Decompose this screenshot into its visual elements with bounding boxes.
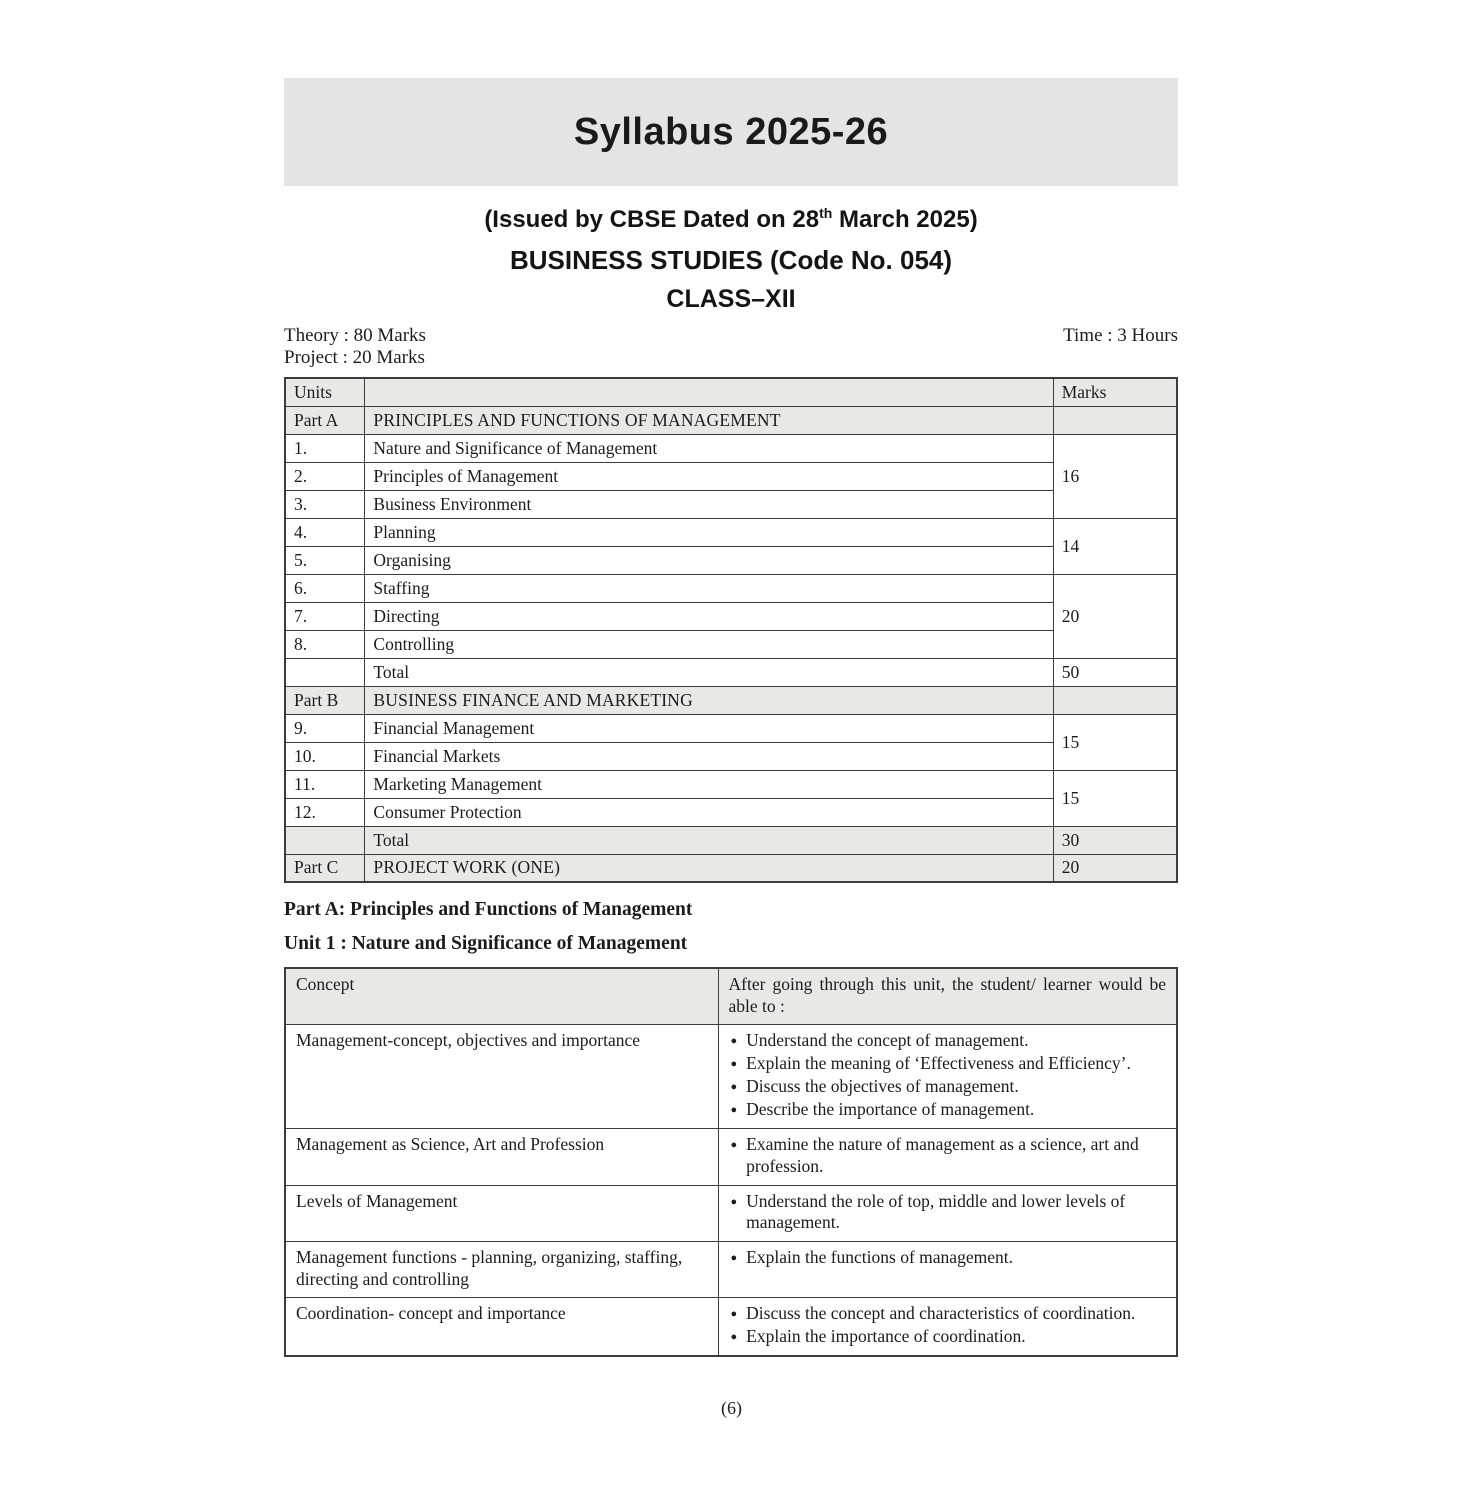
part-b-title: BUSINESS FINANCE AND MARKETING [365, 686, 1053, 714]
part-b-id: Part B [285, 686, 365, 714]
group-marks: 16 [1053, 434, 1177, 518]
title-banner [284, 78, 1178, 186]
table-row [285, 434, 1177, 462]
unit-number: 2. [285, 462, 365, 490]
outcome-text: Describe the importance of management. [746, 1098, 1035, 1119]
page-number: (6) [721, 1398, 742, 1418]
unit-name: Planning [365, 518, 1053, 546]
concept-row [285, 1185, 1177, 1242]
subject-title: BUSINESS STUDIES (Code No. 054) [509, 245, 953, 275]
table-row [285, 546, 1177, 574]
unit-number: 8. [285, 630, 365, 658]
outcomes-list [729, 1303, 1167, 1348]
total-b-marks: 30 [1053, 826, 1177, 854]
table-row [285, 574, 1177, 602]
concept-cell: Management functions - planning, organizing, staffing, directing and controlling [285, 1242, 718, 1298]
unit-number: 3. [285, 490, 365, 518]
unit-1-section-heading: Unit 1 : Nature and Significance of Management [284, 933, 688, 954]
outcomes-list [729, 1030, 1167, 1121]
table-row [285, 742, 1177, 770]
part-a-title: PRINCIPLES AND FUNCTIONS OF MANAGEMENT [365, 406, 1053, 434]
unit-name: Directing [365, 602, 1053, 630]
table-row [285, 798, 1177, 826]
outcomes-list [729, 1191, 1167, 1235]
outcome-text: Examine the nature of management as a science, art and profession. [746, 1133, 1139, 1176]
bullet-icon: ● [730, 1138, 738, 1151]
part-a-id: Part A [285, 406, 365, 434]
total-label: Total [365, 658, 1053, 686]
group-marks: 15 [1053, 714, 1177, 770]
bullet-icon: ● [730, 1057, 738, 1070]
unit-number: 10. [285, 742, 365, 770]
bullet-icon: ● [730, 1080, 738, 1093]
table-row [285, 602, 1177, 630]
unit-name: Principles of Management [365, 462, 1053, 490]
unit-name: Marketing Management [365, 770, 1053, 798]
time-label: Time : 3 Hours [1063, 325, 1178, 346]
unit-name: Organising [365, 546, 1053, 574]
list-item [729, 1247, 1167, 1269]
unit-name: Consumer Protection [365, 798, 1053, 826]
unit-name: Controlling [365, 630, 1053, 658]
outcomes-cell [718, 1024, 1177, 1128]
theory-marks-label: Theory : 80 Marks [284, 325, 426, 346]
part-c-row [285, 854, 1177, 882]
list-item [729, 1053, 1167, 1075]
group-marks: 14 [1053, 518, 1177, 574]
class-title: CLASS–XII [666, 285, 796, 313]
project-marks-label: Project : 20 Marks [284, 347, 425, 368]
issued-text-pre: (Issued by CBSE Dated on 28 [484, 206, 820, 233]
unit-number: 6. [285, 574, 365, 602]
bullet-icon: ● [730, 1103, 738, 1116]
unit-number: 9. [285, 714, 365, 742]
outcomes-cell [718, 1185, 1177, 1242]
unit-name: Financial Management [365, 714, 1053, 742]
list-item [729, 1030, 1167, 1052]
list-item [729, 1134, 1167, 1178]
outcomes-cell [718, 1298, 1177, 1357]
outcomes-list [729, 1134, 1167, 1178]
outcome-text: Understand the concept of management. [746, 1029, 1029, 1050]
list-item [729, 1191, 1167, 1235]
list-item [729, 1326, 1167, 1348]
issued-superscript: th [819, 205, 833, 221]
outcome-text: Explain the meaning of ‘Effectiveness and Efficiency’. [746, 1052, 1131, 1073]
concept-cell: Levels of Management [285, 1185, 718, 1242]
unit-number: 7. [285, 602, 365, 630]
unit-name: Staffing [365, 574, 1053, 602]
part-c-id: Part C [285, 854, 365, 882]
issued-text-post: March 2025) [832, 206, 978, 233]
syllabus-page [284, 78, 1178, 1357]
table-row [285, 462, 1177, 490]
outcomes-cell [718, 1242, 1177, 1298]
outcome-text: Discuss the concept and characteristics of coordination. [746, 1303, 1136, 1323]
bullet-icon: ● [730, 1252, 738, 1265]
outcomes-cell [718, 1128, 1177, 1185]
total-label: Total [365, 826, 1053, 854]
outcome-text: Explain the importance of coordination. [746, 1326, 1026, 1346]
blank-column-header [365, 378, 1053, 406]
group-marks: 15 [1053, 770, 1177, 826]
table-header-row [285, 378, 1177, 406]
marks-time-row [284, 325, 1178, 347]
part-a-row [285, 406, 1177, 434]
table-row [285, 490, 1177, 518]
concept-cell: Management-concept, objectives and importance [285, 1024, 718, 1128]
concept-column-header: Concept [285, 968, 718, 1024]
empty-cell [285, 658, 365, 686]
unit-number: 4. [285, 518, 365, 546]
concept-table-header-row [285, 968, 1177, 1024]
concept-cell: Coordination- concept and importance [285, 1298, 718, 1357]
empty-cell [285, 826, 365, 854]
bullet-icon: ● [730, 1331, 738, 1343]
table-row [285, 714, 1177, 742]
part-c-title: PROJECT WORK (ONE) [365, 854, 1053, 882]
total-row-part-a [285, 658, 1177, 686]
table-row [285, 630, 1177, 658]
list-item [729, 1303, 1167, 1325]
total-row-part-b [285, 826, 1177, 854]
bullet-icon: ● [730, 1308, 738, 1320]
group-marks: 20 [1053, 574, 1177, 658]
total-a-marks: 50 [1053, 658, 1177, 686]
unit-number: 1. [285, 434, 365, 462]
issued-line [284, 200, 1178, 233]
outcomes-column-header: After going through this unit, the student/ learner would be able to : [718, 968, 1177, 1024]
page-title: Syllabus 2025-26 [573, 110, 889, 153]
table-row [285, 770, 1177, 798]
unit-name: Business Environment [365, 490, 1053, 518]
unit-number: 12. [285, 798, 365, 826]
concept-row [285, 1128, 1177, 1185]
concept-row [285, 1298, 1177, 1357]
part-c-marks: 20 [1053, 854, 1177, 882]
bullet-icon: ● [730, 1195, 738, 1208]
list-item [729, 1076, 1167, 1098]
outcome-text: Understand the role of top, middle and lower levels of management. [746, 1190, 1126, 1233]
unit-name: Financial Markets [365, 742, 1053, 770]
concept-cell: Management as Science, Art and Profession [285, 1128, 718, 1185]
marks-column-header: Marks [1053, 378, 1177, 406]
part-a-marks-cell [1053, 406, 1177, 434]
outcome-text: Explain the functions of management. [746, 1247, 1013, 1268]
part-b-row [285, 686, 1177, 714]
bullet-icon: ● [730, 1034, 738, 1047]
unit-name: Nature and Significance of Management [365, 434, 1053, 462]
outcomes-list [729, 1247, 1167, 1269]
syllabus-marks-table [284, 377, 1178, 883]
outcome-text: Discuss the objectives of management. [746, 1075, 1019, 1096]
unit-number: 5. [285, 546, 365, 574]
unit-number: 11. [285, 770, 365, 798]
list-item [729, 1099, 1167, 1121]
units-column-header: Units [285, 378, 365, 406]
table-row [285, 518, 1177, 546]
unit-1-concept-table [284, 967, 1178, 1357]
concept-row [285, 1024, 1177, 1128]
concept-row [285, 1242, 1177, 1298]
part-a-section-heading: Part A: Principles and Functions of Management [284, 899, 693, 920]
part-b-marks-cell [1053, 686, 1177, 714]
